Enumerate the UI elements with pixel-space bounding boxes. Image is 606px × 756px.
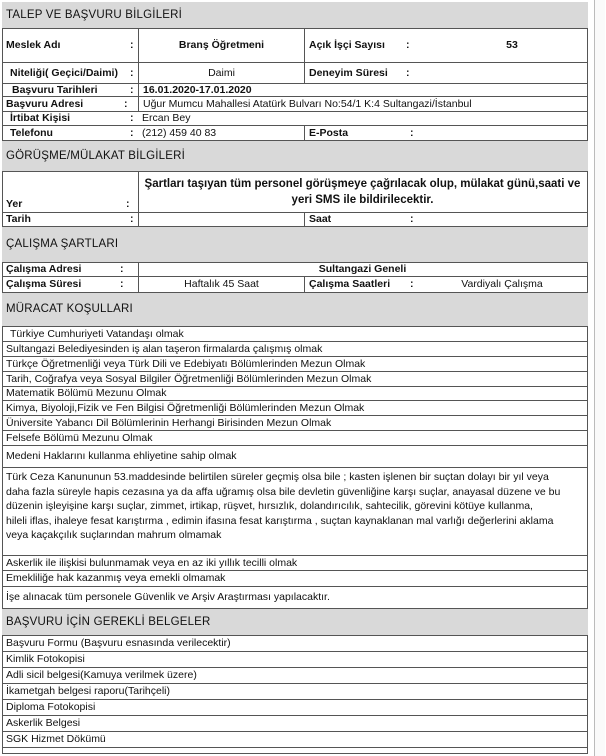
colon: : [130,39,134,51]
paragraph-line: Türk Ceza Kanununun 53.maddesinde belirtilen süreler geçmiş olsa bile ; kasten işlenen bir suçtan dolayı bir yıl veya [6,471,549,483]
list-item: Adli sicil belgesi(Kamuya verilmek üzere) [2,668,588,684]
telefon-value: (212) 459 40 83 [142,126,217,139]
colon: : [124,97,128,110]
colon: : [406,39,410,51]
colon: : [410,278,414,290]
row-yer [2,172,588,213]
colon: : [406,66,410,79]
list-item: İkametgah belgesi raporu(Tarihçeli) [2,684,588,700]
tarih-label: Başvuru Tarihleri [12,83,98,96]
list-item: İşe alınacak tüm personele Güvenlik ve Arşiv Araştırması yapılacaktır. [2,587,588,609]
row-calisma-adresi [2,263,588,277]
calisma-sure-label: Çalışma Süresi [6,278,82,290]
calisma-adres-value: Sultangazi Geneli [138,263,586,276]
paragraph-line: veya kaçakçılık suçlarından mahrum olmamak [6,529,222,541]
list-item: Askerlik ile ilişkisi bulunmamak veya en az iki yıllık tecilli olmak [2,556,588,571]
saat-label: Saat [304,213,404,226]
colon: : [120,263,124,275]
acik-isci-value: 53 [506,39,518,51]
niteligi-label: Niteliği( Geçici/Daimi) [10,66,118,79]
calisma-saatler-label: Çalışma Saatleri [304,277,404,292]
tarih-value: 16.01.2020-17.01.2020 [138,84,578,96]
list-item: Diploma Fotokopisi [2,700,588,716]
list-item: Matematik Bölümü Mezunu Olmak [2,387,588,401]
list-item: Askerlik Belgesi [2,716,588,732]
irtibat-label: İrtibat Kişisi [10,112,71,124]
colon: : [120,278,124,290]
gorusme-tarih-label: Tarih [6,213,31,225]
colon: : [130,112,134,124]
list-item: Türkiye Cumhuriyeti Vatandaşı olmak [2,327,588,342]
colon: : [130,66,134,79]
colon: : [130,126,134,139]
row-telefon [2,126,588,141]
row-tarihler [2,84,588,97]
calisma-saatler-value: Vardiyalı Çalışma [461,278,543,290]
paragraph-line: düzenin işleyişine karşı suçlar, zimmet, irtikap, rüşvet, hırsızlık, dolandırıcılık, sahtecilik, görevini kötüye kullanma, [6,500,533,512]
paragraph-line: daha fazla süreyle hapis cezasına ya da affa uğramış olsa bile devletin güvenliğine karşı suçlar, anayasal düzene ve bu [6,485,561,498]
list-item: Kimlik Fotokopisi [2,652,588,668]
yer-line-2: yeri SMS ile bildirilecektir. [291,194,434,206]
irtibat-value: Ercan Bey [142,112,191,124]
colon: : [410,126,414,139]
adres-label: Başvuru Adresi [6,97,84,110]
colon: : [130,83,134,96]
section-header-calisma: ÇALIŞMA ŞARTLARI [2,227,588,263]
gorusme-tarih-value [138,213,304,226]
row-tarih-saat [2,213,588,227]
list-item: Felsefe Bölümü Mezunu Olmak [2,431,588,446]
colon: : [130,213,134,225]
telefon-label: Telefonu [10,126,53,139]
page-edge [594,0,605,756]
list-item: Başvuru Formu (Başvuru esnasında verilecektir) [2,636,588,652]
yer-line-1: Şartları taşıyan tüm personel görüşmeye çağrılacak olup, mülakat günü,saati ve [144,178,581,190]
eposta-label: E-Posta [304,126,404,140]
niteligi-value: Daimi [138,63,304,83]
section-header-gorusme: GÖRÜŞME/MÜLAKAT BİLGİLERİ [2,141,588,172]
list-item: Türkçe Öğretmenliği veya Türk Dili ve Edebiyatı Bölümlerinden Mezun Olmak [2,357,588,372]
acik-isci-label: Açık İşçi Sayısı [304,29,404,62]
list-item: Emekliliğe hak kazanmış veya emekli olmamak [2,571,588,587]
colon: : [126,198,130,210]
section-header-muracat: MÜRACAT KOŞULLARI [2,293,588,327]
list-item: Üniversite Yabancı Dil Bölümlerinin Herhangi Birisinden Mezun Olmak [2,416,588,431]
row-adres [2,97,588,112]
legal-paragraph [2,468,588,556]
yer-value [138,172,586,212]
meslek-value: Branş Öğretmeni [138,29,304,62]
list-item: Medeni Haklarını kullanma ehliyetine sahip olmak [2,446,588,468]
section-header-talep: TALEP VE BAŞVURU BİLGİLERİ [2,2,588,29]
adres-value: Uğur Mumcu Mahallesi Atatürk Bulvarı No:54/1 K:4 Sultangazi/İstanbul [138,97,586,111]
row-irtibat [2,112,588,126]
eposta-value [422,126,582,140]
section-header-belgeler: BAŞVURU İÇİN GEREKLİ BELGELER [2,609,588,636]
list-item: Kimya, Biyoloji,Fizik ve Fen Bilgisi Öğretmenliği Bölümlerinden Mezun Olmak [2,401,588,416]
colon: : [410,213,414,225]
list-item: Tarih, Coğrafya veya Sosyal Bilgiler Öğretmenliği Bölümlerinden Mezun Olmak [2,372,588,387]
calisma-adres-label: Çalışma Adresi [6,263,82,275]
row-niteligi [2,63,588,84]
deneyim-value [422,63,582,83]
paragraph-line: hileli iflas, ihaleye fesat karıştırma , edimin ifasına fesat karıştırma , suçtan kaynaklanan mal varlığı değerlerini aklama [6,514,554,527]
yer-label: Yer [6,198,23,210]
list-item: Sultangazi Belediyesinden iş alan taşeron firmalarda çalışmış olmak [2,342,588,357]
row-calisma-suresi [2,277,588,293]
calisma-sure-value: Haftalık 45 Saat [138,277,304,292]
deneyim-label: Deneyim Süresi [304,63,404,83]
list-item: SGK Hizmet Dökümü [2,732,588,748]
meslek-label: Meslek Adı [6,39,61,51]
row-meslek [2,29,588,63]
